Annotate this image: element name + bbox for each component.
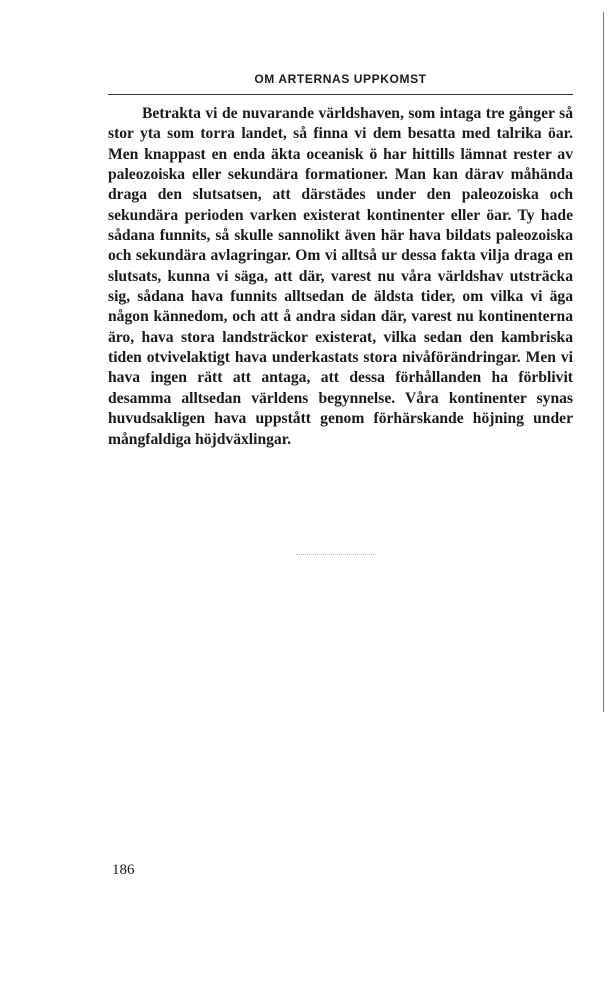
running-head: OM ARTERNAS UPPKOMST: [254, 72, 427, 86]
header-rule: [108, 94, 573, 95]
page-edge-line: [603, 12, 604, 712]
body-paragraph: Betrakta vi de nuvarande världshaven, som intaga tre gånger så stor yta som torra landet, så finna vi dem besatta med talrika öar. Men knappast en enda äkta oceanisk ö har hittills lämnat rester av paleozoiska eller sekundära formationer. Man kan därav måhända draga den slutsatsen, att därstädes under den paleozoiska och sekundära perioden varken existerat kontinenter eller öar. Ty hade sådana funnits, så skulle sannolikt även här hava bildats paleozoiska och sekundära avlagringar. Om vi alltså ur dessa fakta vilja draga en slutsats, kunna vi säga, att där, varest nu våra världshav utsträcka sig, sådana hava funnits alltsedan de äldsta tider, om vilka vi äga någon kännedom, och att å andra sidan där, varest nu kontinenterna äro, hava stora landsträckor existerat, vilka sedan den kambriska tiden otvivelaktigt hava underkastats stora nivåförändringar. Men vi hava ingen rätt att antaga, att dessa förhållanden ha förblivit desamma alltsedan världens begynnelse. Våra kontinenter synas huvudsakligen hava uppstått genom förhärskande höjning under mångfaldiga höjdväxlingar.: [108, 105, 573, 448]
section-ornament: [296, 554, 376, 555]
page-number: 186: [112, 862, 135, 878]
